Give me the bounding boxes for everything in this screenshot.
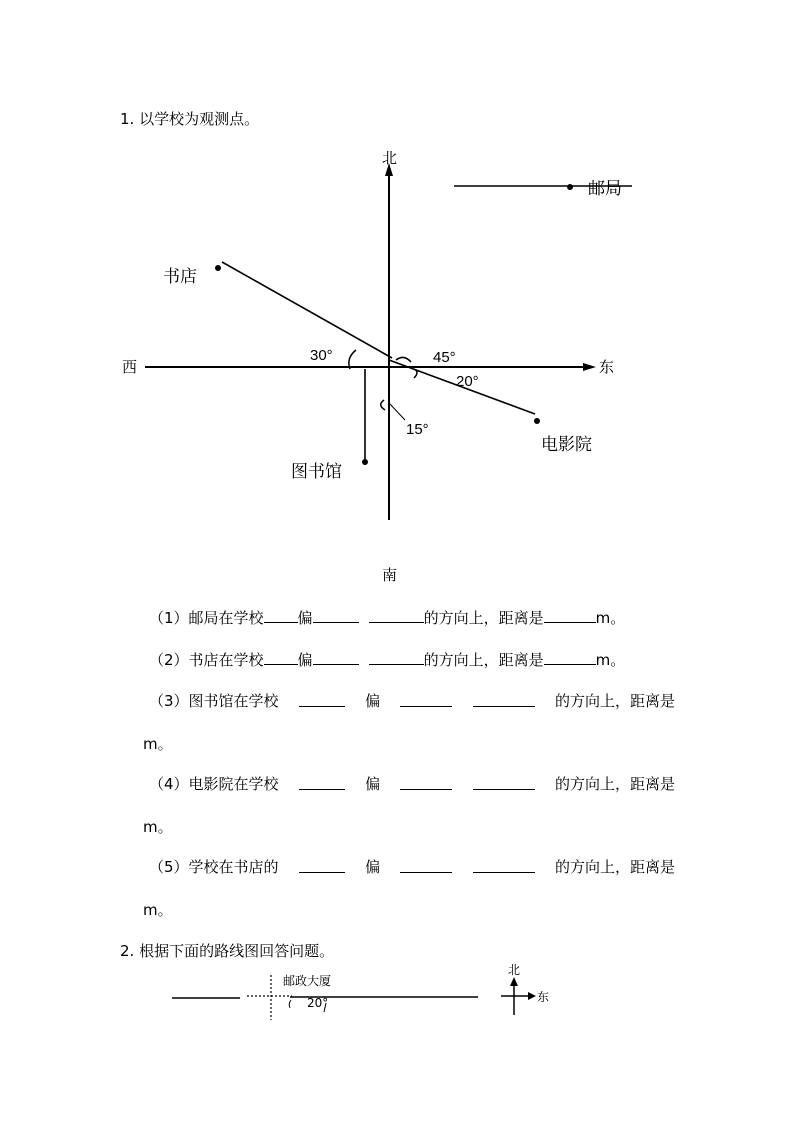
label-angle-20: 20° (456, 373, 479, 390)
q1-item-4-unit: m。 (143, 818, 173, 836)
q1-heading: 1. 以学校为观测点。 (120, 110, 260, 128)
q1-item-1: （1）邮局在学校 偏 的方向上，距离是 m。 (149, 609, 626, 627)
q1-item-2: （2）书店在学校 偏 的方向上，距离是 m。 (149, 651, 626, 669)
q1-item-3: （3）图书馆在学校 偏 的方向上，距离是 (149, 692, 675, 710)
compass-north-arrow-icon (510, 977, 518, 986)
label-angle-30: 30° (310, 347, 333, 364)
q1-item-3-unit: m。 (143, 735, 173, 753)
q1-item-5: （5）学校在书店的 偏 的方向上，距离是 (149, 858, 675, 876)
label-route-angle: 20° (307, 996, 329, 1010)
label-post-office: 邮局 (588, 179, 622, 199)
q2-heading: 2. 根据下面的路线图回答问题。 (120, 942, 335, 960)
label-north: 北 (382, 149, 398, 167)
label-angle-45: 45° (433, 349, 456, 366)
compass-east-arrow-icon (528, 992, 536, 1000)
label-west: 西 (122, 358, 138, 376)
q1-item-4: （4）电影院在学校 偏 的方向上，距离是 (149, 775, 675, 793)
label-library: 图书馆 (291, 462, 342, 482)
label-building: 邮政大厦 (283, 974, 332, 988)
label-compass-north: 北 (508, 963, 521, 977)
label-compass-east: 东 (537, 990, 550, 1004)
label-angle-15: 15° (406, 421, 429, 438)
angle-arc-route (289, 1000, 291, 1008)
label-cinema: 电影院 (541, 435, 592, 455)
label-bookstore: 书店 (163, 267, 197, 287)
q1-item-5-unit: m。 (143, 901, 173, 919)
label-south: 南 (382, 566, 398, 584)
label-east: 东 (599, 358, 615, 376)
